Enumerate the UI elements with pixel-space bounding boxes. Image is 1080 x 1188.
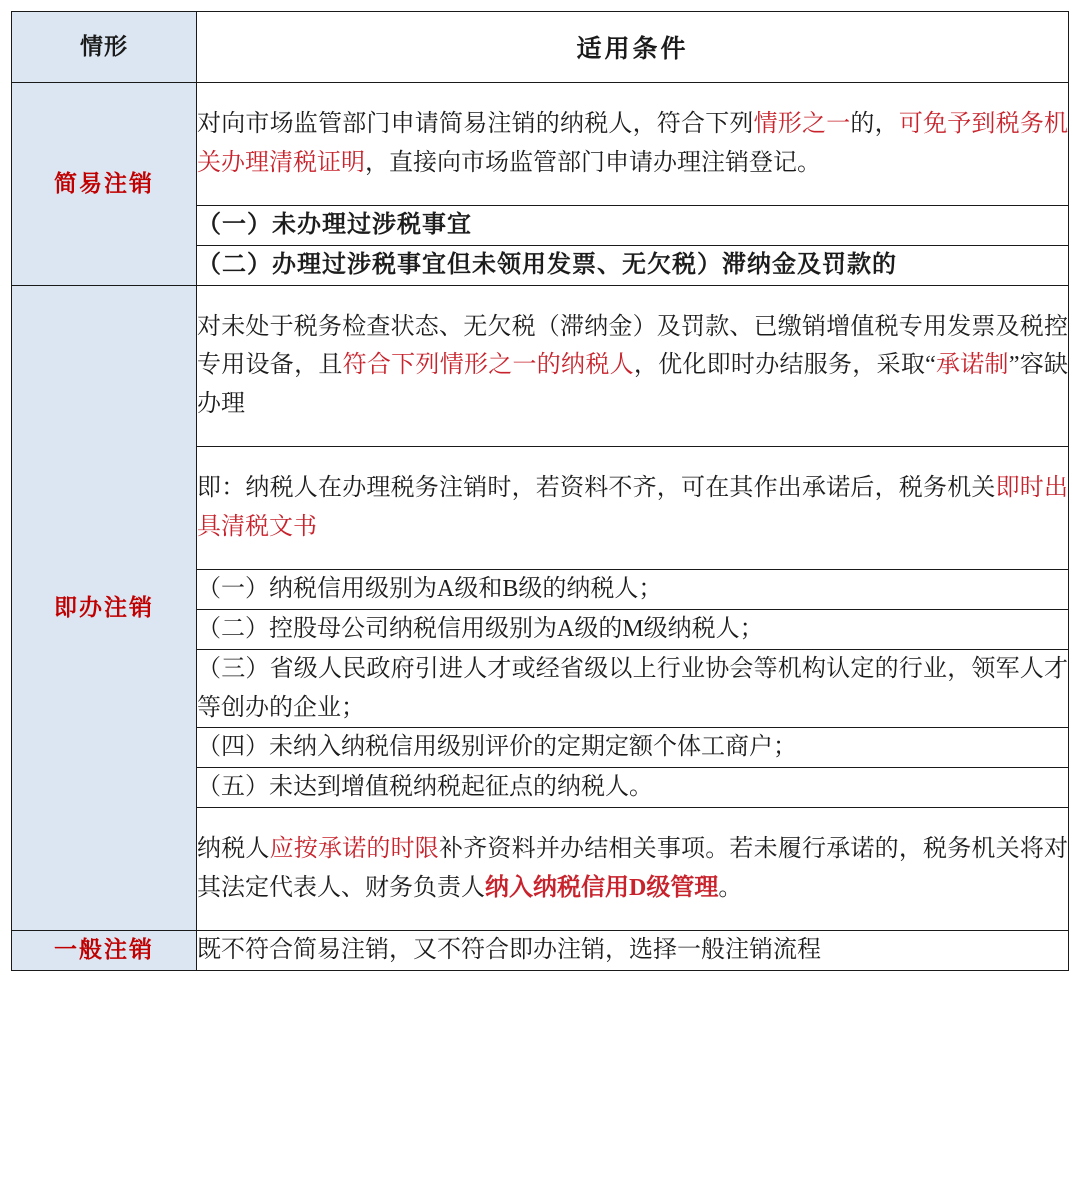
text-segment: 对未处于税务检查状态、无欠税（滞纳金）及罚款、已缴销增值税专用发票及税控专用设备，且	[197, 313, 1068, 379]
text-segment: 即：纳税人在办理税务注销时，若资料不齐，可在其作出承诺后，税务机关	[197, 475, 996, 502]
text-segment: （二）办理过涉税事宜但未领用发票、无欠税）滞纳金及罚款的	[197, 251, 897, 278]
table-header-row	[12, 12, 1069, 83]
text-segment: 纳入纳税信用D级管理	[485, 875, 719, 901]
text-segment: （一）未办理过涉税事宜	[197, 211, 472, 238]
text-segment: ”容缺办理	[197, 352, 1069, 418]
text-segment: 既不符合简易注销，又不符合即办注销，选择一般注销流程	[197, 936, 821, 963]
condition-cell-jiban-item-1	[197, 569, 1069, 609]
condition-cell-jianyi-item-2	[197, 245, 1069, 285]
condition-cell-yiban-row	[197, 930, 1069, 970]
table-row	[12, 285, 1069, 447]
text-segment: 情形之一	[753, 111, 851, 137]
condition-cell-jiban-item-5	[197, 768, 1069, 808]
text-segment: 对向市场监管部门申请简易注销的纳税人，符合下列	[197, 111, 754, 137]
text-segment: （三）省级人民政府引进人才或经省级以上行业协会等机构认定的行业，领军人才等创办的企业；	[197, 655, 1068, 721]
text-segment: 应按承诺的时限	[269, 836, 440, 863]
condition-cell-jiban-item-4	[197, 728, 1069, 768]
deregistration-conditions-table	[11, 11, 1069, 971]
text-segment: 承诺制	[935, 352, 1009, 379]
column-header-case: 情形	[12, 12, 197, 83]
text-segment: 的，	[850, 111, 899, 137]
case-label-2: 即办注销	[12, 285, 197, 930]
table-row	[12, 930, 1069, 970]
condition-cell-jiban-item-3	[197, 649, 1069, 728]
condition-cell-jiban-item-2	[197, 609, 1069, 649]
text-segment: 纳税人	[197, 836, 270, 863]
text-segment: 即时出具清税文书	[197, 475, 1069, 540]
condition-cell-jianyi-item-1	[197, 205, 1069, 245]
case-label-1: 简易注销	[12, 83, 197, 286]
table-row	[12, 83, 1069, 206]
text-segment: （一）纳税信用级别为A级和B级的纳税人；	[197, 575, 663, 602]
text-segment: （二）控股母公司纳税信用级别为A级的M级纳税人；	[197, 615, 764, 642]
text-segment: （五）未达到增值税纳税起征点的纳税人。	[197, 774, 653, 801]
text-segment: 可免予到税务机关办理清税证明	[197, 111, 1069, 176]
case-label-3: 一般注销	[12, 930, 197, 970]
condition-cell-jianyi-intro	[197, 83, 1069, 206]
condition-cell-jiban-explain	[197, 447, 1069, 570]
text-segment: 补齐资料并办结相关事项。若未履行承诺的，税务机关将对其法定代表人、财务负责人	[197, 836, 1069, 901]
condition-cell-jiban-commit	[197, 808, 1069, 931]
text-segment: ，优化即时办结服务，采取“	[633, 352, 936, 379]
text-segment: ，直接向市场监管部门申请办理注销登记。	[365, 149, 821, 176]
text-segment: 符合下列情形之一的纳税人	[342, 352, 634, 379]
table-body	[12, 12, 1069, 971]
text-segment: （四）未纳入纳税信用级别评价的定期定额个体工商户；	[197, 734, 797, 761]
condition-cell-jiban-intro	[197, 285, 1069, 447]
table-container	[11, 11, 1068, 971]
column-header-condition: 适用条件	[197, 12, 1069, 83]
text-segment: 。	[718, 875, 743, 901]
